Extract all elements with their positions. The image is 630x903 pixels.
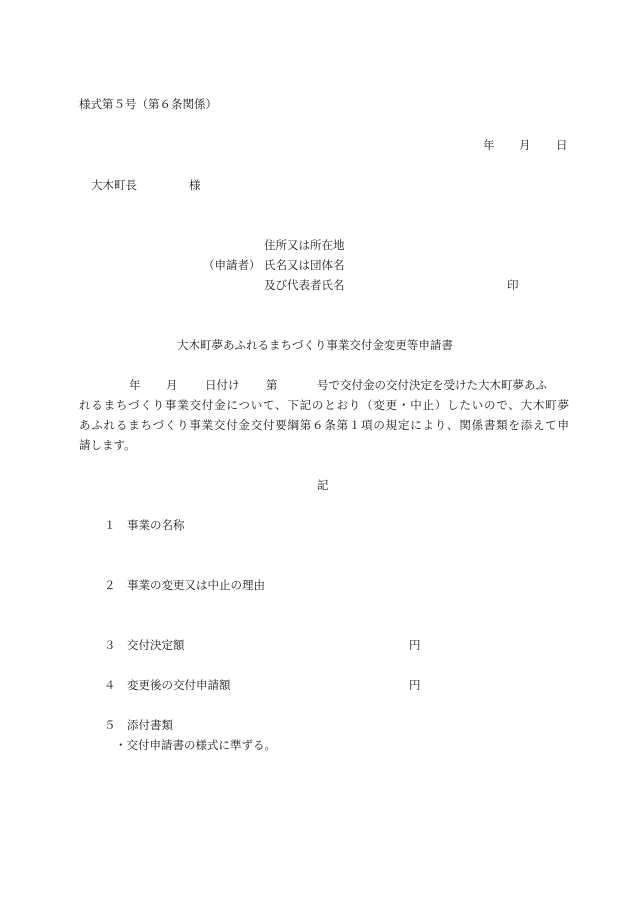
applicant-label: （申請者） bbox=[203, 258, 261, 272]
item-number: ４ bbox=[104, 678, 116, 692]
item-unit: 円 bbox=[409, 638, 421, 652]
name-label: 氏名又は団体名 bbox=[264, 258, 345, 272]
item-label: 事業の名称 bbox=[127, 518, 185, 532]
address-label: 住所又は所在地 bbox=[264, 238, 345, 252]
item-label: 添付書類 bbox=[127, 718, 173, 732]
date-year: 年 bbox=[483, 138, 495, 152]
form-number: 様式第５号（第６条関係） bbox=[79, 97, 217, 111]
item-number: ２ bbox=[104, 578, 116, 592]
item-number: ３ bbox=[104, 638, 116, 652]
intro-line1-rest: 号で交付金の交付決定を受けた大木町夢あふ bbox=[317, 378, 547, 392]
intro-month: 月 bbox=[166, 378, 178, 392]
item-number: ５ bbox=[104, 718, 116, 732]
addressee-honorific: 様 bbox=[189, 178, 201, 192]
intro-line-4: 請します。 bbox=[79, 438, 136, 452]
date-day: 日 bbox=[556, 138, 568, 152]
intro-line-2: れるまちづくり事業交付金について、下記のとおり（変更・中止）したいので、大木町夢 bbox=[79, 398, 569, 412]
item-number: １ bbox=[104, 518, 116, 532]
representative-label: 及び代表者氏名 bbox=[264, 278, 345, 292]
addressee-name: 大木町長 bbox=[91, 178, 137, 192]
item-unit: 円 bbox=[409, 678, 421, 692]
intro-year: 年 bbox=[129, 378, 141, 392]
document-title: 大木町夢あふれるまちづくり事業交付金変更等申請書 bbox=[177, 338, 453, 352]
ki-mark: 記 bbox=[317, 478, 329, 492]
item-label: 事業の変更又は中止の理由 bbox=[127, 578, 265, 592]
intro-no-prefix: 第 bbox=[266, 378, 278, 392]
item-label: 交付決定額 bbox=[127, 638, 185, 652]
intro-line-3: あふれるまちづくり事業交付金交付要綱第６条第１項の規定により、関係書類を添えて申 bbox=[79, 418, 569, 432]
seal-mark: 印 bbox=[507, 278, 519, 292]
item-label: 変更後の交付申請額 bbox=[127, 678, 231, 692]
attachment-note: ・交付申請書の様式に準ずる。 bbox=[115, 738, 276, 752]
date-month: 月 bbox=[519, 138, 531, 152]
intro-dated: 日付け bbox=[205, 378, 240, 392]
